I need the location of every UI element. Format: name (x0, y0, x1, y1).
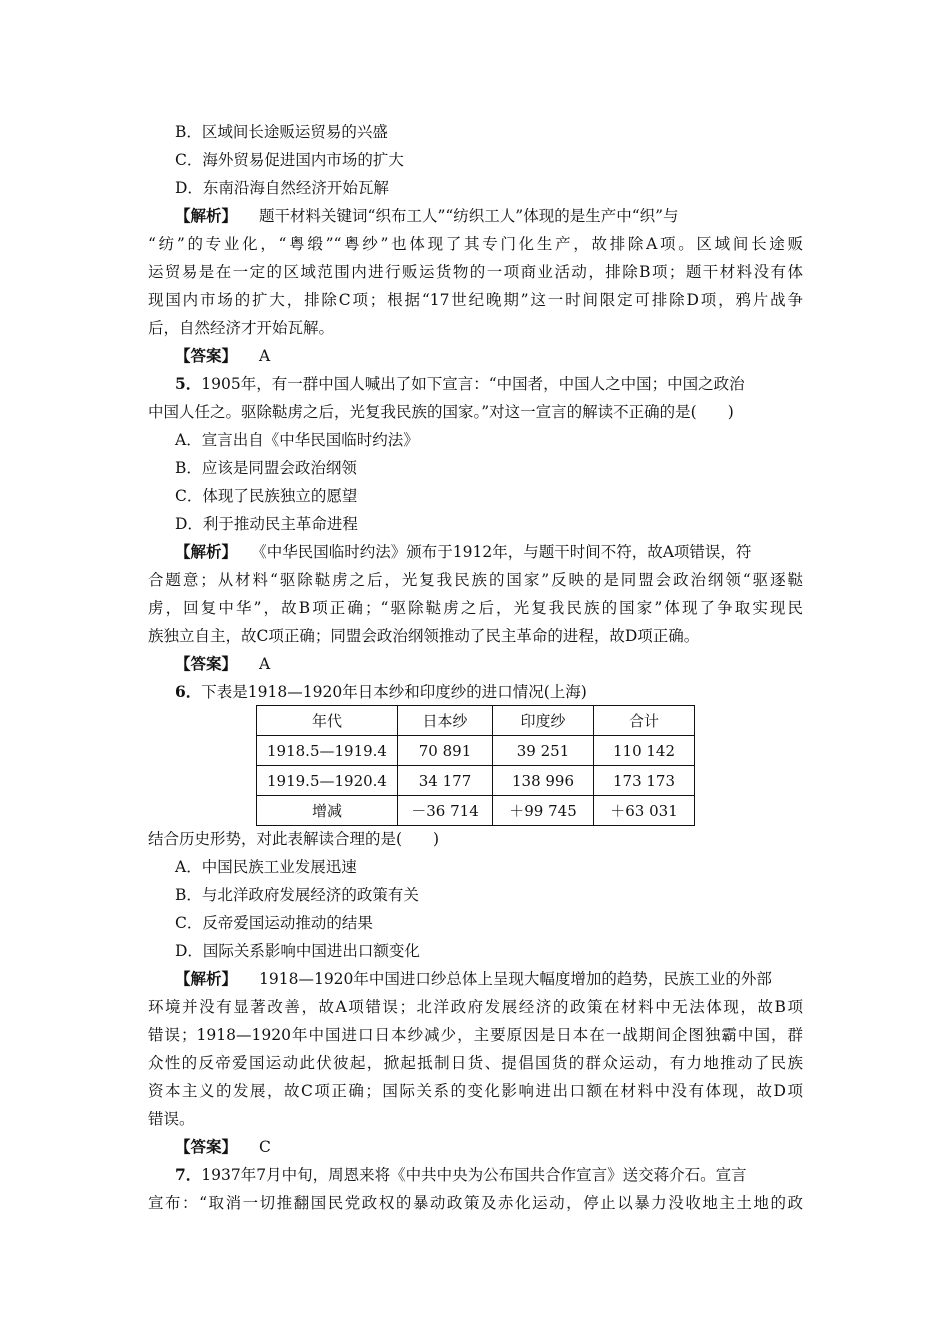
q5-analysis-line-1: 合题意；从材料“驱除鞑虏之后，光复我民族的国家”反映的是同盟会政治纲领“驱逐鞑 (148, 571, 803, 589)
q4-analysis-line-4: 后，自然经济才开始瓦解。 (148, 319, 335, 337)
q5-analysis-line-3: 族独立自主，故C项正确；同盟会政治纲领推动了民主革命的进程，故D项正确。 (148, 627, 700, 645)
q4-analysis-tag: 【解析】 (175, 206, 238, 225)
q6-analysis-line-1: 环境并没有显著改善，故A项错误；北洋政府发展经济的政策在材料中无法体现，故B项 (148, 998, 803, 1016)
q6-analysis-line-0: 1918—1920年中国进口纱总体上呈现大幅度增加的趋势，民族工业的外部 (259, 970, 772, 988)
table-row (257, 766, 695, 796)
table-cell: 1919.5—1920.4 (257, 766, 398, 796)
table-header-row (257, 706, 695, 736)
q5-number: 5． (175, 374, 202, 393)
q4-answer-value: A (259, 347, 271, 365)
q6-option-a: A．中国民族工业发展迅速 (175, 858, 357, 876)
table-cell: 34 177 (398, 766, 493, 796)
q6-answer-tag: 【答案】 (175, 1137, 238, 1156)
q6-answer-value: C (259, 1138, 271, 1156)
table-header-cell: 合计 (594, 706, 695, 736)
q5-analysis-tag: 【解析】 (175, 542, 238, 561)
q4-analysis-first-line (175, 206, 679, 226)
q6-analysis-first-line (175, 969, 772, 989)
q5-stem-line-1: 中国人任之。驱除鞑虏之后，光复我民族的国家。”对这一宣言的解读不正确的是( ) (148, 403, 734, 421)
q6-option-b: B．与北洋政府发展经济的政策有关 (175, 886, 419, 904)
table-header-cell: 年代 (257, 706, 398, 736)
q4-answer-tag: 【答案】 (175, 346, 238, 365)
table-cell: 110 142 (594, 736, 695, 766)
q7-number: 7． (175, 1165, 202, 1184)
q5-answer (175, 654, 270, 674)
q4-answer (175, 346, 270, 366)
q6-option-c: C．反帝爱国运动推动的结果 (175, 914, 373, 932)
q5-answer-tag: 【答案】 (175, 654, 238, 673)
q4-option-b: B．区域间长途贩运贸易的兴盛 (175, 123, 388, 141)
table-row (257, 796, 695, 826)
q6-option-d: D．国际关系影响中国进出口额变化 (175, 942, 420, 960)
q5-analysis-line-2: 虏，回复中华”，故B项正确；“驱除鞑虏之后，光复我民族的国家”体现了争取实现民 (148, 599, 803, 617)
q6-analysis-line-3: 众性的反帝爱国运动此伏彼起，掀起抵制日货、提倡国货的群众运动，有力地推动了民族 (148, 1054, 803, 1072)
table-header-cell: 日本纱 (398, 706, 493, 736)
table-cell: ＋99 745 (493, 796, 594, 826)
q5-answer-value: A (259, 655, 271, 673)
q7-stem-line-0: 1937年7月中旬，周恩来将《中共中央为公布国共合作宣言》送交蒋介石。宣言 (201, 1166, 747, 1184)
q6-question: 结合历史形势，对此表解读合理的是( ) (148, 830, 440, 848)
table-cell: ＋63 031 (594, 796, 695, 826)
q6-analysis-line-5: 错误。 (148, 1110, 195, 1128)
yarn-import-table (256, 705, 695, 826)
q6-answer (175, 1137, 271, 1157)
table-cell: 1918.5—1919.4 (257, 736, 398, 766)
q6-analysis-line-2: 错误；1918—1920年中国进口日本纱减少，主要原因是日本在一战期间企图独霸中国，群 (148, 1026, 803, 1044)
table-header-cell: 印度纱 (493, 706, 594, 736)
q5-analysis-line-0: 《中华民国临时约法》颁布于1912年，与题干时间不符，故A项错误，符 (259, 543, 752, 561)
q4-analysis-line-3: 现国内市场的扩大，排除C项；根据“17世纪晚期”这一时间限定可排除D项，鸦片战争 (148, 291, 803, 309)
q5-stem-first-line (175, 374, 745, 394)
table-cell: 138 996 (493, 766, 594, 796)
q4-option-d: D．东南沿海自然经济开始瓦解 (175, 179, 389, 197)
q5-option-d: D．利于推动民主革命进程 (175, 515, 358, 533)
table-row (257, 736, 695, 766)
table-cell: 70 891 (398, 736, 493, 766)
q5-analysis-first-line (175, 542, 751, 562)
table-cell: 39 251 (493, 736, 594, 766)
table-cell: －36 714 (398, 796, 493, 826)
q7-stem-line-1: 宣布：“取消一切推翻国民党政权的暴动政策及赤化运动，停止以暴力没收地主土地的政 (148, 1194, 803, 1212)
q6-analysis-tag: 【解析】 (175, 969, 238, 988)
q6-stem-text: 下表是1918—1920年日本纱和印度纱的进口情况(上海) (201, 683, 587, 701)
q6-number: 6． (175, 682, 202, 701)
q4-analysis-line-0: 题干材料关键词“织布工人”“纺织工人”体现的是生产中“织”与 (259, 207, 679, 225)
table-cell: 增减 (257, 796, 398, 826)
table-cell: 173 173 (594, 766, 695, 796)
q5-stem-line-0: 1905年，有一群中国人喊出了如下宣言：“中国者，中国人之中国；中国之政治 (201, 375, 745, 393)
q6-analysis-line-4: 资本主义的发展，故C项正确；国际关系的变化影响进出口额在材料中没有体现，故D项 (148, 1082, 803, 1100)
q6-stem (175, 682, 587, 702)
q7-stem-first-line (175, 1165, 747, 1185)
q5-option-c: C．体现了民族独立的愿望 (175, 487, 358, 505)
q4-analysis-line-1: “纺”的专业化，“粤缎”“粤纱”也体现了其专门化生产，故排除A项。区域间长途贩 (148, 235, 803, 253)
q5-option-a: A．宣言出自《中华民国临时约法》 (175, 431, 419, 449)
q4-option-c: C．海外贸易促进国内市场的扩大 (175, 151, 404, 169)
q5-option-b: B．应该是同盟会政治纲领 (175, 459, 357, 477)
q4-analysis-line-2: 运贸易是在一定的区域范围内进行贩运货物的一项商业活动，排除B项；题干材料没有体 (148, 263, 803, 281)
